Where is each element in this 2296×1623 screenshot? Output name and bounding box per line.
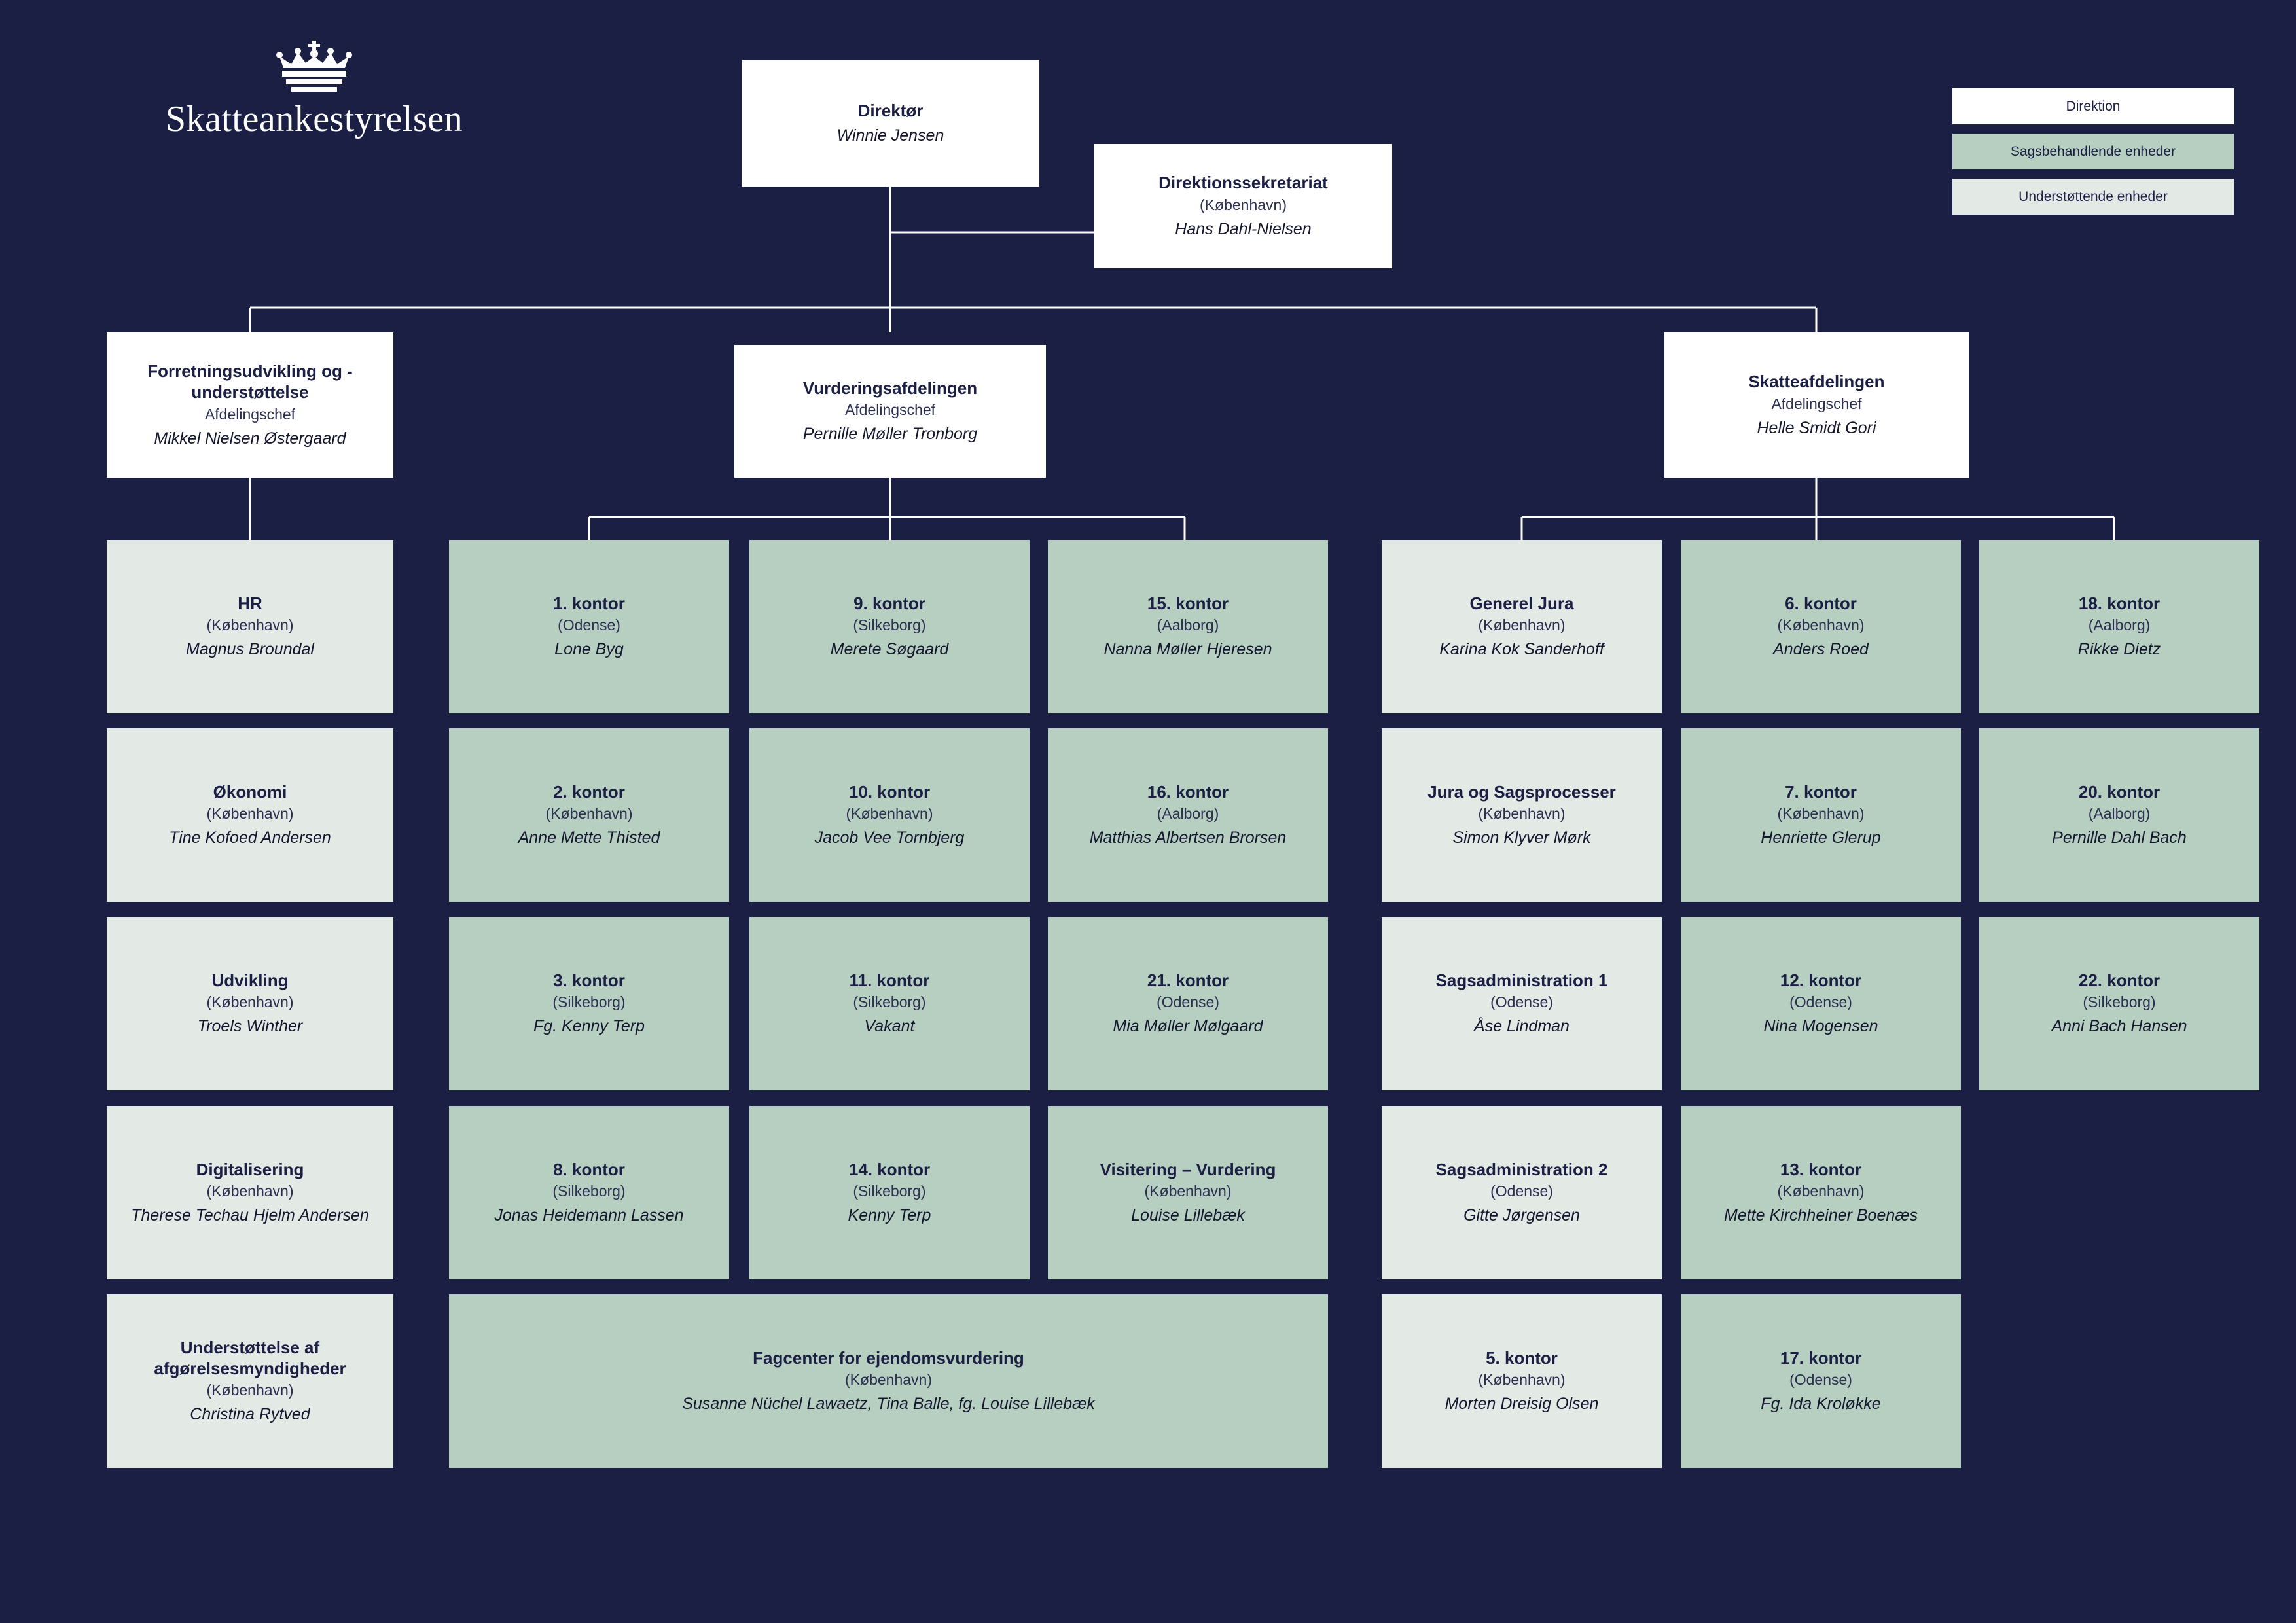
node-person: Therese Techau Hjelm Andersen bbox=[131, 1206, 369, 1225]
node-location: (Silkeborg) bbox=[2083, 993, 2156, 1011]
node-location: (Aalborg) bbox=[2088, 616, 2151, 634]
node-kontor-3[interactable] bbox=[449, 917, 729, 1090]
node-location: (Odense) bbox=[1490, 1183, 1553, 1200]
node-kontor-7[interactable] bbox=[1681, 728, 1961, 902]
node-location: (København) bbox=[206, 1382, 294, 1399]
legend-item-understoettende: Understøttende enheder bbox=[1952, 179, 2234, 215]
node-title: Jura og Sagsprocesser bbox=[1427, 781, 1616, 802]
node-kontor-2[interactable] bbox=[449, 728, 729, 902]
node-location: (København) bbox=[206, 616, 294, 634]
node-person: Nina Mogensen bbox=[1763, 1017, 1878, 1036]
node-person: Matthias Albertsen Brorsen bbox=[1089, 829, 1287, 847]
node-person: Jonas Heidemann Lassen bbox=[494, 1206, 684, 1225]
node-kontor-9[interactable] bbox=[749, 540, 1030, 713]
node-location: Afdelingschef bbox=[204, 405, 296, 423]
node-person: Anni Bach Hansen bbox=[2051, 1017, 2187, 1036]
node-title: Sagsadministration 2 bbox=[1435, 1159, 1608, 1179]
node-title: 20. kontor bbox=[2078, 781, 2161, 802]
node-location: (Aalborg) bbox=[1157, 805, 1219, 823]
node-person: Nanna Møller Hjeresen bbox=[1103, 640, 1272, 659]
node-person: Susanne Nüchel Lawaetz, Tina Balle, fg. Louise Lillebæk bbox=[682, 1395, 1095, 1414]
node-person: Karina Kok Sanderhoff bbox=[1439, 640, 1604, 659]
node-location: (Silkeborg) bbox=[552, 993, 626, 1011]
node-title: 3. kontor bbox=[553, 970, 625, 990]
organization-logo bbox=[92, 39, 537, 140]
node-visitering-vurdering[interactable] bbox=[1048, 1106, 1328, 1279]
node-title: Digitalisering bbox=[196, 1159, 304, 1179]
node-sagsadministration-1[interactable] bbox=[1382, 917, 1662, 1090]
node-title: 21. kontor bbox=[1147, 970, 1229, 990]
node-location: (København) bbox=[1200, 196, 1287, 213]
node-title: 16. kontor bbox=[1147, 781, 1229, 802]
node-digitalisering[interactable] bbox=[107, 1106, 393, 1279]
node-title: 12. kontor bbox=[1780, 970, 1862, 990]
node-skatteafdelingen[interactable] bbox=[1664, 332, 1969, 478]
node-title: Udvikling bbox=[211, 970, 289, 990]
node-title: Skatteafdelingen bbox=[1748, 372, 1885, 392]
node-location: (Odense) bbox=[1789, 993, 1852, 1011]
node-person: Kenny Terp bbox=[848, 1206, 931, 1225]
node-title: 17. kontor bbox=[1780, 1347, 1862, 1368]
node-udvikling[interactable] bbox=[107, 917, 393, 1090]
node-person: Rikke Dietz bbox=[2077, 640, 2161, 659]
node-location: (København) bbox=[1478, 1371, 1566, 1389]
node-kontor-11[interactable] bbox=[749, 917, 1030, 1090]
legend-item-sagsbehandlende: Sagsbehandlende enheder bbox=[1952, 134, 2234, 169]
node-location: (København) bbox=[1777, 1183, 1865, 1200]
node-generel-jura[interactable] bbox=[1382, 540, 1662, 713]
node-person: Åse Lindman bbox=[1474, 1017, 1570, 1036]
node-location: (Silkeborg) bbox=[853, 1183, 926, 1200]
node-location: (Odense) bbox=[1490, 993, 1553, 1011]
node-title: Vurderingsafdelingen bbox=[802, 378, 978, 398]
node-kontor-17[interactable] bbox=[1681, 1294, 1961, 1468]
node-title: 15. kontor bbox=[1147, 593, 1229, 613]
node-kontor-16[interactable] bbox=[1048, 728, 1328, 902]
node-kontor-8[interactable] bbox=[449, 1106, 729, 1279]
node-person: Mikkel Nielsen Østergaard bbox=[154, 429, 346, 448]
node-title: Generel Jura bbox=[1469, 593, 1574, 613]
node-person: Magnus Broundal bbox=[186, 640, 314, 659]
node-person: Jacob Vee Tornbjerg bbox=[814, 829, 965, 847]
node-title: 14. kontor bbox=[848, 1159, 931, 1179]
node-kontor-1[interactable] bbox=[449, 540, 729, 713]
node-person: Mia Møller Mølgaard bbox=[1113, 1017, 1263, 1036]
node-person: Vakant bbox=[864, 1017, 915, 1036]
node-vurderingsafdelingen[interactable] bbox=[734, 345, 1046, 478]
node-kontor-13[interactable] bbox=[1681, 1106, 1961, 1279]
crown-icon bbox=[272, 39, 357, 94]
node-person: Anders Roed bbox=[1773, 640, 1869, 659]
node-location: (København) bbox=[846, 805, 933, 823]
node-person: Merete Søgaard bbox=[830, 640, 949, 659]
node-title: 10. kontor bbox=[848, 781, 931, 802]
organization-name: Skatteankestyrelsen bbox=[165, 99, 463, 139]
node-title: 7. kontor bbox=[1785, 781, 1857, 802]
node-direktor[interactable] bbox=[742, 60, 1039, 187]
node-title: 13. kontor bbox=[1780, 1159, 1862, 1179]
node-title: 5. kontor bbox=[1486, 1347, 1558, 1368]
node-fagcenter-ejendomsvurdering[interactable] bbox=[449, 1294, 1328, 1468]
node-forretningsudvikling[interactable] bbox=[107, 332, 393, 478]
node-person: Hans Dahl-Nielsen bbox=[1175, 219, 1312, 238]
node-location: (Odense) bbox=[1157, 993, 1219, 1011]
node-person: Anne Mette Thisted bbox=[518, 829, 660, 847]
node-person: Gitte Jørgensen bbox=[1463, 1206, 1580, 1225]
node-location: (Aalborg) bbox=[2088, 805, 2151, 823]
node-location: (København) bbox=[845, 1371, 932, 1389]
node-title: Økonomi bbox=[213, 781, 287, 802]
node-title: 11. kontor bbox=[849, 970, 930, 990]
node-person: Christina Rytved bbox=[190, 1405, 310, 1424]
node-title: Forretningsudvikling og -understøttelse bbox=[147, 361, 353, 402]
node-kontor-14[interactable] bbox=[749, 1106, 1030, 1279]
node-kontor-15[interactable] bbox=[1048, 540, 1328, 713]
node-title: 2. kontor bbox=[553, 781, 625, 802]
node-understoettelse-afgorelsesmyndigheder[interactable] bbox=[107, 1294, 393, 1468]
node-title: 9. kontor bbox=[853, 593, 925, 613]
node-location: (København) bbox=[545, 805, 633, 823]
node-person: Fg. Ida Kroløkke bbox=[1761, 1395, 1881, 1414]
legend-item-direktion: Direktion bbox=[1952, 88, 2234, 124]
node-title: HR bbox=[238, 593, 262, 613]
node-person: Fg. Kenny Terp bbox=[533, 1017, 645, 1036]
node-location: (København) bbox=[206, 1183, 294, 1200]
node-person: Helle Smidt Gori bbox=[1757, 418, 1876, 437]
node-location: (København) bbox=[1478, 805, 1566, 823]
node-location: (Odense) bbox=[1789, 1371, 1852, 1389]
node-person: Pernille Dahl Bach bbox=[2052, 829, 2187, 847]
node-location: Afdelingschef bbox=[1771, 395, 1862, 412]
node-person: Pernille Møller Tronborg bbox=[802, 425, 978, 444]
node-title: Fagcenter for ejendomsvurdering bbox=[753, 1347, 1024, 1368]
node-title: Direktør bbox=[857, 101, 924, 121]
node-title: 1. kontor bbox=[553, 593, 625, 613]
node-location: (København) bbox=[206, 805, 294, 823]
node-location: (Odense) bbox=[558, 616, 620, 634]
node-person: Morten Dreisig Olsen bbox=[1444, 1395, 1599, 1414]
node-title: 18. kontor bbox=[2078, 593, 2161, 613]
node-location: (Silkeborg) bbox=[853, 993, 926, 1011]
node-location: (København) bbox=[206, 993, 294, 1011]
node-location: (Aalborg) bbox=[1157, 616, 1219, 634]
node-direktionssekretariat[interactable] bbox=[1094, 144, 1392, 268]
node-title: Understøttelse af afgørelsesmyndigheder bbox=[154, 1337, 346, 1378]
legend bbox=[1952, 88, 2234, 224]
node-person: Troels Winther bbox=[197, 1017, 303, 1036]
node-kontor-21[interactable] bbox=[1048, 917, 1328, 1090]
node-person: Winnie Jensen bbox=[836, 126, 944, 145]
node-person: Simon Klyver Mørk bbox=[1452, 829, 1591, 847]
node-title: 6. kontor bbox=[1785, 593, 1857, 613]
node-jura-og-sagsprocesser[interactable] bbox=[1382, 728, 1662, 902]
node-kontor-6[interactable] bbox=[1681, 540, 1961, 713]
node-kontor-5[interactable] bbox=[1382, 1294, 1662, 1468]
node-location: (Silkeborg) bbox=[853, 616, 926, 634]
node-title: 22. kontor bbox=[2078, 970, 2161, 990]
node-location: (Silkeborg) bbox=[552, 1183, 626, 1200]
node-kontor-18[interactable] bbox=[1979, 540, 2259, 713]
node-location: (København) bbox=[1478, 616, 1566, 634]
node-person: Tine Kofoed Andersen bbox=[169, 829, 331, 847]
node-location: (København) bbox=[1144, 1183, 1232, 1200]
node-kontor-22[interactable] bbox=[1979, 917, 2259, 1090]
node-hr[interactable] bbox=[107, 540, 393, 713]
node-location: (København) bbox=[1777, 616, 1865, 634]
node-location: (København) bbox=[1777, 805, 1865, 823]
node-okonomi[interactable] bbox=[107, 728, 393, 902]
node-location: Afdelingschef bbox=[844, 401, 936, 419]
node-sagsadministration-2[interactable] bbox=[1382, 1106, 1662, 1279]
node-kontor-10[interactable] bbox=[749, 728, 1030, 902]
node-person: Henriette Glerup bbox=[1761, 829, 1881, 847]
node-kontor-20[interactable] bbox=[1979, 728, 2259, 902]
node-person: Louise Lillebæk bbox=[1131, 1206, 1245, 1225]
node-title: Direktionssekretariat bbox=[1158, 173, 1328, 193]
node-kontor-12[interactable] bbox=[1681, 917, 1961, 1090]
node-title: Sagsadministration 1 bbox=[1435, 970, 1608, 990]
node-person: Lone Byg bbox=[554, 640, 624, 659]
node-title: Visitering – Vurdering bbox=[1100, 1159, 1276, 1179]
node-title: 8. kontor bbox=[553, 1159, 625, 1179]
node-person: Mette Kirchheiner Boenæs bbox=[1724, 1206, 1918, 1225]
